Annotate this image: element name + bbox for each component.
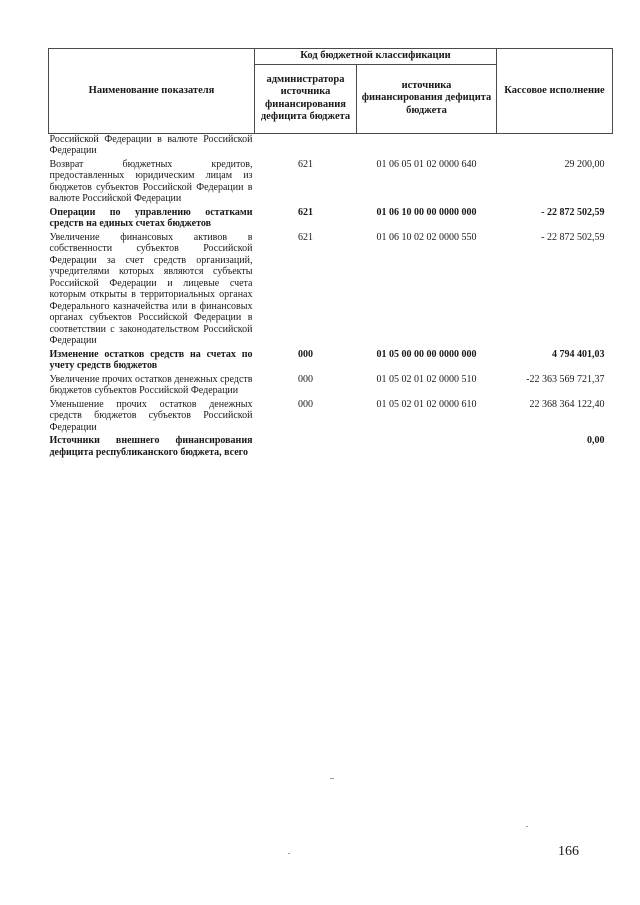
table-row bbox=[49, 433, 613, 458]
administrator-code-cell bbox=[255, 433, 357, 458]
indicator-name-cell: Изменение остатков средств на счетах по учету средств бюджетов bbox=[49, 348, 253, 371]
administrator-code-cell: 000 bbox=[298, 373, 313, 385]
indicator-name-cell: Увеличение прочих остатков денежных средств бюджетов субъектов Российской Федерации bbox=[49, 373, 253, 396]
table-row bbox=[49, 133, 613, 157]
source-code-cell bbox=[357, 133, 497, 157]
source-code-cell: 01 06 10 02 02 0000 550 bbox=[376, 231, 477, 243]
table-row bbox=[49, 397, 613, 434]
amount-cell bbox=[497, 133, 613, 157]
table-row bbox=[49, 205, 613, 230]
administrator-code-cell bbox=[255, 133, 357, 157]
header-code-group: Код бюджетной классификации bbox=[255, 49, 497, 65]
source-code-cell: 01 05 02 01 02 0000 510 bbox=[376, 373, 477, 385]
scan-speck bbox=[526, 826, 528, 827]
amount-cell: -22 363 569 721,37 bbox=[526, 373, 605, 385]
amount-cell: 29 200,00 bbox=[564, 158, 605, 170]
budget-table-container bbox=[48, 48, 612, 458]
header-source-code: источника финансирования дефицита бюджета bbox=[357, 64, 497, 133]
administrator-code-cell: 000 bbox=[298, 348, 313, 360]
header-administrator-code: администратора источника финансирования дефицита бюджета bbox=[255, 64, 357, 133]
source-code-cell: 01 06 10 00 00 0000 000 bbox=[376, 206, 477, 218]
amount-cell: - 22 872 502,59 bbox=[541, 206, 605, 218]
amount-cell: 22 368 364 122,40 bbox=[529, 398, 605, 410]
indicator-name-cell: Возврат бюджетных кредитов, предоставленных юридическим лицам из бюджетов субъектов Российской Федерации в валюте Российской Федерации bbox=[49, 158, 253, 204]
source-code-cell: 01 05 02 01 02 0000 610 bbox=[376, 398, 477, 410]
scan-speck bbox=[330, 778, 334, 779]
source-code-cell: 01 05 00 00 00 0000 000 bbox=[376, 348, 477, 360]
header-cash-execution: Кассовое исполнение bbox=[497, 49, 613, 134]
amount-cell: 0,00 bbox=[587, 435, 605, 446]
administrator-code-cell: 621 bbox=[298, 206, 313, 218]
indicator-name-cell: Российской Федерации в валюте Российской Федерации bbox=[49, 133, 253, 156]
source-code-cell: 01 06 05 01 02 0000 640 bbox=[376, 158, 477, 170]
source-code-cell bbox=[357, 433, 497, 458]
administrator-code-cell: 621 bbox=[298, 231, 313, 243]
scan-speck bbox=[288, 853, 290, 854]
amount-cell: - 22 872 502,59 bbox=[541, 231, 605, 243]
table-row bbox=[49, 372, 613, 397]
indicator-name-cell: Источники внешнего финансирования дефицита республиканского бюджета, всего bbox=[49, 435, 253, 458]
indicator-name-cell: Уменьшение прочих остатков денежных средств бюджетов субъектов Российской Федерации bbox=[49, 398, 253, 433]
amount-cell: 4 794 401,03 bbox=[552, 348, 605, 360]
header-indicator-name: Наименование показателя bbox=[49, 49, 255, 134]
page-number: 166 bbox=[558, 844, 579, 859]
indicator-name-cell: Операции по управлению остатками средств на единых счетах бюджетов bbox=[49, 206, 253, 229]
administrator-code-cell: 621 bbox=[298, 158, 313, 170]
table-row bbox=[49, 347, 613, 372]
budget-sources-table bbox=[48, 48, 613, 458]
table-row bbox=[49, 157, 613, 205]
indicator-name-cell: Увеличение финансовых активов в собственности субъектов Российской Федерации за счет средств организаций, учредителями которых являются субъекты Российской Федерации и лицевые счета которым открыты в территориальных органах Федерального казначейства или в финансовых органах субъектов Российской Федерации в соответствии с законодательством Российской Федерации bbox=[49, 231, 253, 346]
administrator-code-cell: 000 bbox=[298, 398, 313, 410]
table-row bbox=[49, 230, 613, 347]
table-body bbox=[49, 133, 613, 458]
